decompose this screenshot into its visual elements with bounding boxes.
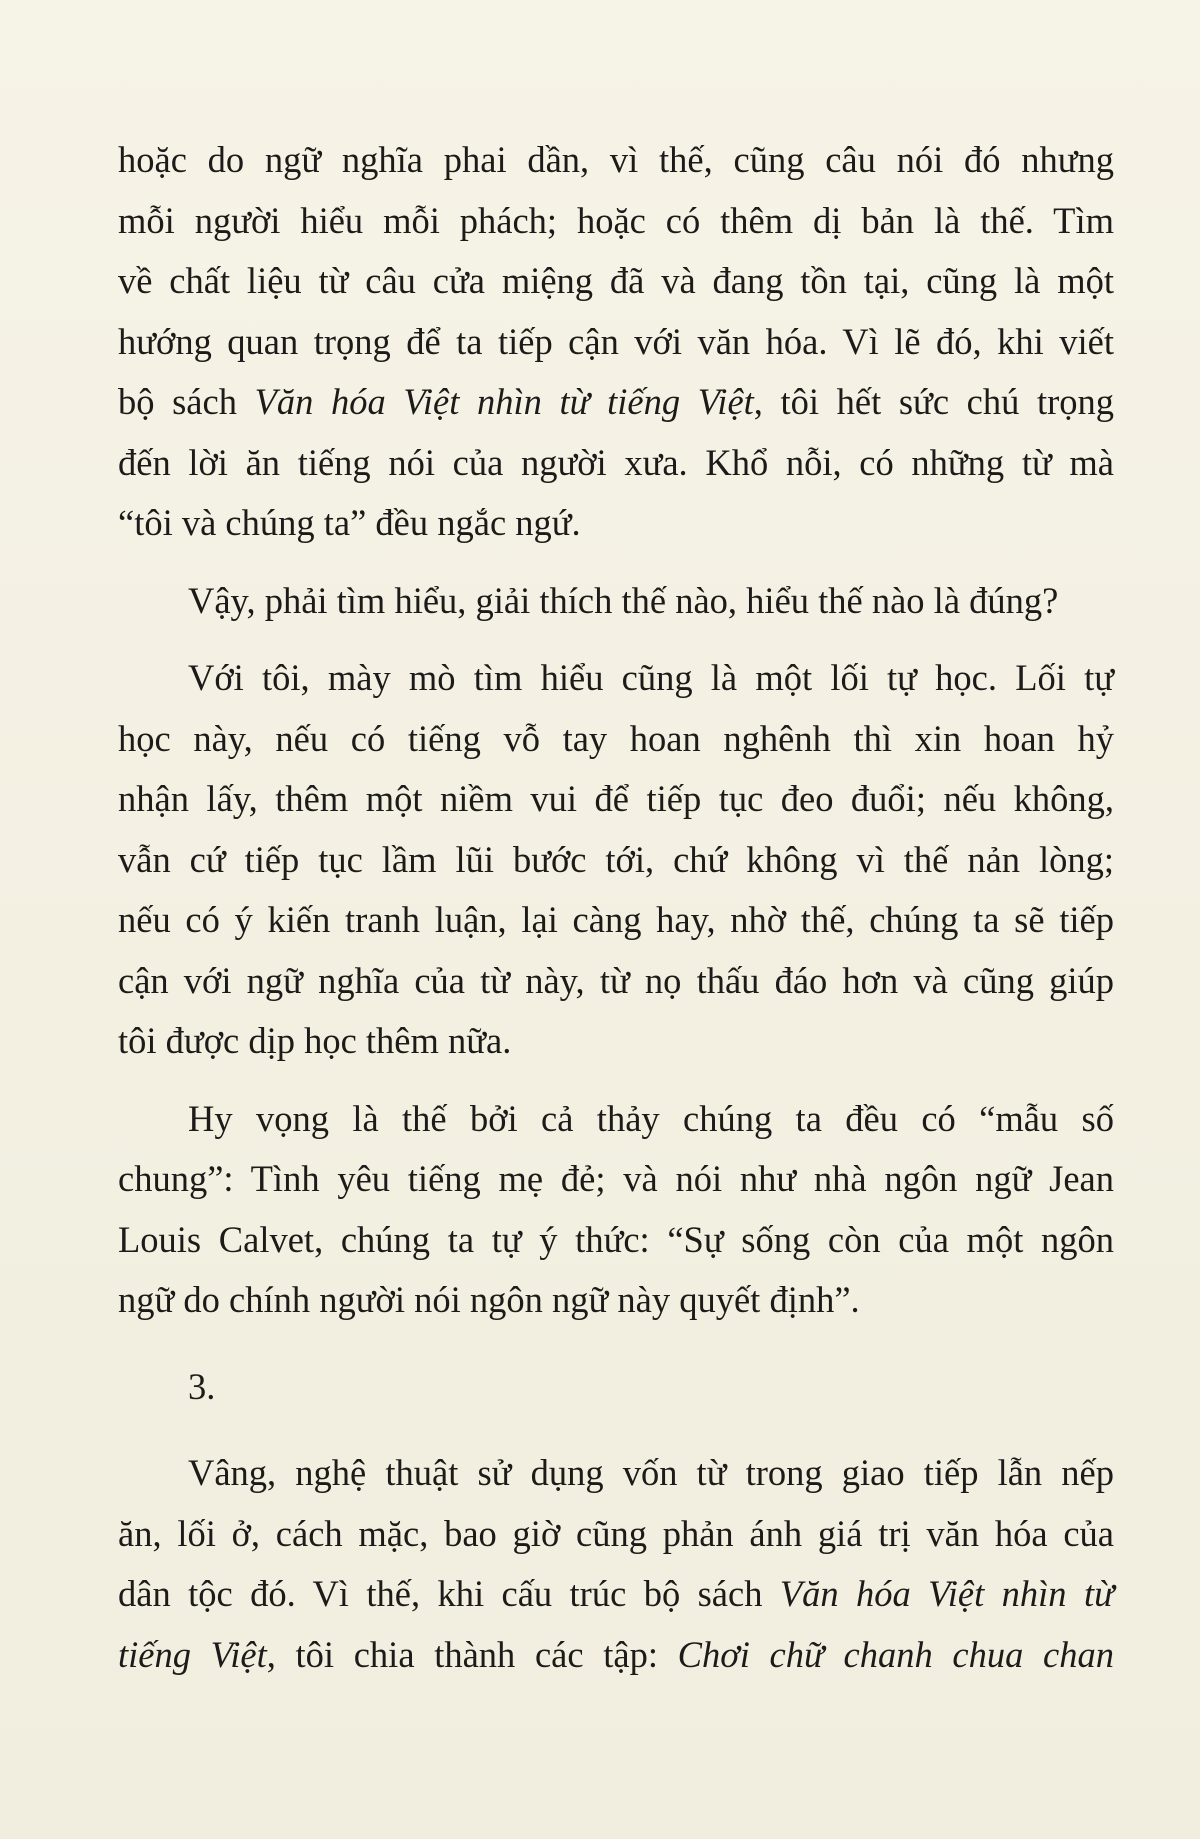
body-text	[118, 130, 1114, 1685]
paragraph-5	[118, 1443, 1114, 1685]
text-line: học này, nếu có tiếng vỗ tay hoan nghênh thì xin hoan hỷ	[118, 717, 1114, 759]
text-line: nhận lấy, thêm một niềm vui để tiếp tục đeo đuổi; nếu không,	[118, 778, 1114, 819]
text-line: hướng quan trọng để ta tiếp cận với văn hóa. Vì lẽ đó, khi viết	[118, 320, 1114, 362]
text-line: Với tôi, mày mò tìm hiểu cũng là một lối tự học. Lối tự	[188, 657, 1114, 698]
text-line: ngữ do chính người nói ngôn ngữ này quyết định”.	[118, 1279, 860, 1320]
section-number	[118, 1357, 1114, 1418]
text-line: Vâng, nghệ thuật sử dụng vốn từ trong giao tiếp lẫn nếp	[188, 1452, 1114, 1493]
paragraph-4	[118, 1089, 1114, 1331]
text-line: cận với ngữ nghĩa của từ này, từ nọ thấu đáo hơn và cũng giúp	[118, 959, 1114, 1001]
book-title: Văn hóa Việt nhìn từ tiếng Việt	[254, 381, 754, 422]
book-title: tiếng Việt	[118, 1633, 267, 1675]
text-line: đến lời ăn tiếng nói của người xưa. Khổ nỗi, có những từ mà	[118, 441, 1114, 483]
text-line: Louis Calvet, chúng ta tự ý thức: “Sự sống còn của một ngôn	[118, 1218, 1114, 1260]
text-line: Hy vọng là thế bởi cả thảy chúng ta đều có “mẫu số	[188, 1097, 1114, 1139]
paragraph-2	[118, 571, 1114, 632]
text-line: dân tộc đó. Vì thế, khi cấu trúc bộ sách Văn hóa Việt nhìn từ	[118, 1573, 1114, 1614]
text-line: 3.	[188, 1365, 216, 1407]
text-line: Vậy, phải tìm hiểu, giải thích thế nào, hiểu thế nào là đúng?	[188, 579, 1059, 621]
text-line: vẫn cứ tiếp tục lầm lũi bước tới, chứ không vì thế nản lòng;	[118, 838, 1114, 880]
volume-title: Chơi chữ chanh chua chan	[677, 1633, 1114, 1675]
text-line: ăn, lối ở, cách mặc, bao giờ cũng phản ánh giá trị văn hóa của	[118, 1512, 1114, 1554]
paragraph-3	[118, 648, 1114, 1072]
text-line: bộ sách Văn hóa Việt nhìn từ tiếng Việt, tôi hết sức chú trọng	[118, 381, 1114, 422]
text-line: mỗi người hiểu mỗi phách; hoặc có thêm dị bản là thế. Tìm	[118, 199, 1114, 241]
paragraph-1	[118, 130, 1114, 554]
text-line: về chất liệu từ câu cửa miệng đã và đang tồn tại, cũng là một	[118, 260, 1114, 301]
text-line: hoặc do ngữ nghĩa phai dần, vì thế, cũng câu nói đó nhưng	[118, 139, 1114, 180]
text-line: nếu có ý kiến tranh luận, lại càng hay, nhờ thế, chúng ta sẽ tiếp	[118, 899, 1114, 940]
book-title: Văn hóa Việt nhìn từ	[779, 1573, 1114, 1614]
text-line: tiếng Việt, tôi chia thành các tập: Chơi chữ chanh chua chan	[118, 1633, 1114, 1675]
text-line: tôi được dịp học thêm nữa.	[118, 1020, 512, 1061]
text-line: “tôi và chúng ta” đều ngắc ngứ.	[118, 502, 581, 543]
text-line: chung”: Tình yêu tiếng mẹ đẻ; và nói như nhà ngôn ngữ Jean	[118, 1158, 1114, 1199]
